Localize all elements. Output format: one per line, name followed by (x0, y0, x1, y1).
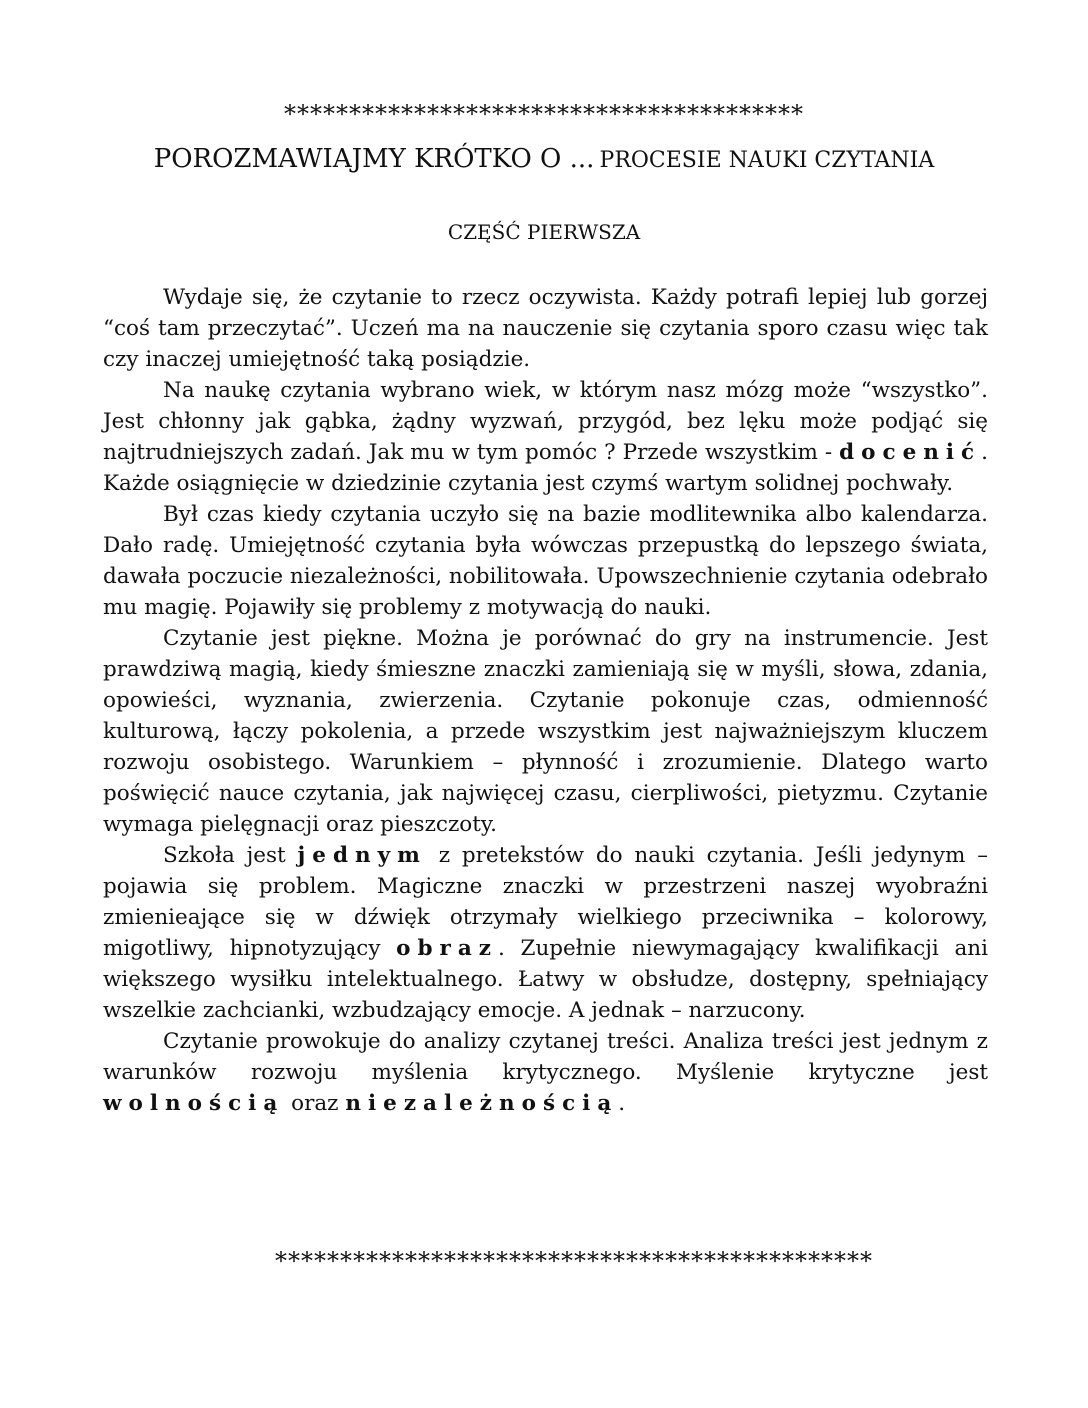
decorative-stars-bottom: ********************************************** (275, 1247, 873, 1275)
paragraph-2 (103, 375, 988, 499)
paragraph-3: Był czas kiedy czytania uczyło się na bazie modlitewnika albo kalendarza. Dało radę. Umiejętność czytania była wówczas przepustką do lepszego świata, dawała poczucie niezależności, nobilitowała. Upowszechnienie czytania odebrało mu magię. Pojawiły się problemy z motywacją do nauki. (103, 502, 988, 620)
document-body (103, 282, 988, 1119)
paragraph-6-text-b: oraz (284, 1091, 346, 1116)
paragraph-5-text-c: . Zupełnie niewymagający kwalifikacji ani większego wysiłku intelektualnego. Łatwy w obsłudze, dostępny, spełniający wszelkie zachcianki, wzbudzający emocje. A jednak – narzucony. (103, 936, 988, 1023)
emphasis-obraz: obraz (396, 936, 498, 961)
emphasis-wolnoscia: wolnością (103, 1091, 285, 1116)
paragraph-1: Wydaje się, że czytanie to rzecz oczywista. Każdy potrafi lepiej lub gorzej “coś tam przeczytać”. Uczeń ma na nauczenie się czytania sporo czasu więc tak czy inaczej umiejętność taką posiądzie. (103, 285, 988, 372)
paragraph-4: Czytanie jest piękne. Można je porównać do gry na instrumencie. Jest prawdziwą magią, kiedy śmieszne znaczki zamieniają się w myśli, słowa, zdania, opowieści, wyznania, zwierzenia. Czytanie pokonuje czas, odmienność kulturową, łączy pokolenia, a przede wszystkim jest najważniejszym kluczem rozwoju osobistego. Warunkiem – płynność i zrozumienie. Dlatego warto poświęcić nauce czytania, jak najwięcej czasu, cierpliwości, pietyzmu. Czytanie wymaga pielęgnacji oraz pieszczoty. (103, 626, 988, 837)
decorative-stars-top: **************************************** (284, 100, 804, 128)
document-title (0, 144, 1088, 174)
emphasis-jednym: jednym (297, 843, 427, 868)
emphasis-docenic: docenić (839, 440, 982, 465)
title-rest: PROCESIE NAUKI CZYTANIA (599, 148, 935, 173)
paragraph-2-text-b: . Każde osiągnięcie w dziedzinie czytania jest czymś wartym solidnej pochwały. (103, 440, 988, 496)
paragraph-6-text-a: Czytanie prowokuje do analizy czytanej treści. Analiza treści jest jednym z warunków rozwoju myślenia krytycznego. Myślenie krytyczne jest (103, 1029, 988, 1085)
paragraph-5-text-a: Szkoła jest (163, 843, 298, 868)
title-main: POROZMAWIAJMY KRÓTKO O ... (153, 144, 595, 174)
paragraph-2-text-a: Na naukę czytania wybrano wiek, w którym nasz mózg może “wszystko”. Jest chłonny jak gąbka, żądny wyzwań, przygód, bez lęku może podjąć się najtrudniejszych zadań. Jak mu w tym pomóc ? Przede wszystkim - (103, 378, 988, 465)
paragraph-6 (103, 1026, 988, 1119)
paragraph-5-text-b: z pretekstów do nauki czytania. Jeśli jedynym – pojawia się problem. Magiczne znaczki w przestrzeni naszej wyobraźni zmienieające się w dźwięk otrzymały wielkiego przeciwnika – kolorowy, migotliwy, hipnotyzujący (103, 843, 988, 961)
paragraph-6-text-c: . (618, 1091, 626, 1116)
emphasis-niezaleznoscia: niezależnością (345, 1091, 619, 1116)
document-subtitle: CZĘŚĆ PIERWSZA (447, 220, 641, 244)
paragraph-5 (103, 840, 988, 1026)
